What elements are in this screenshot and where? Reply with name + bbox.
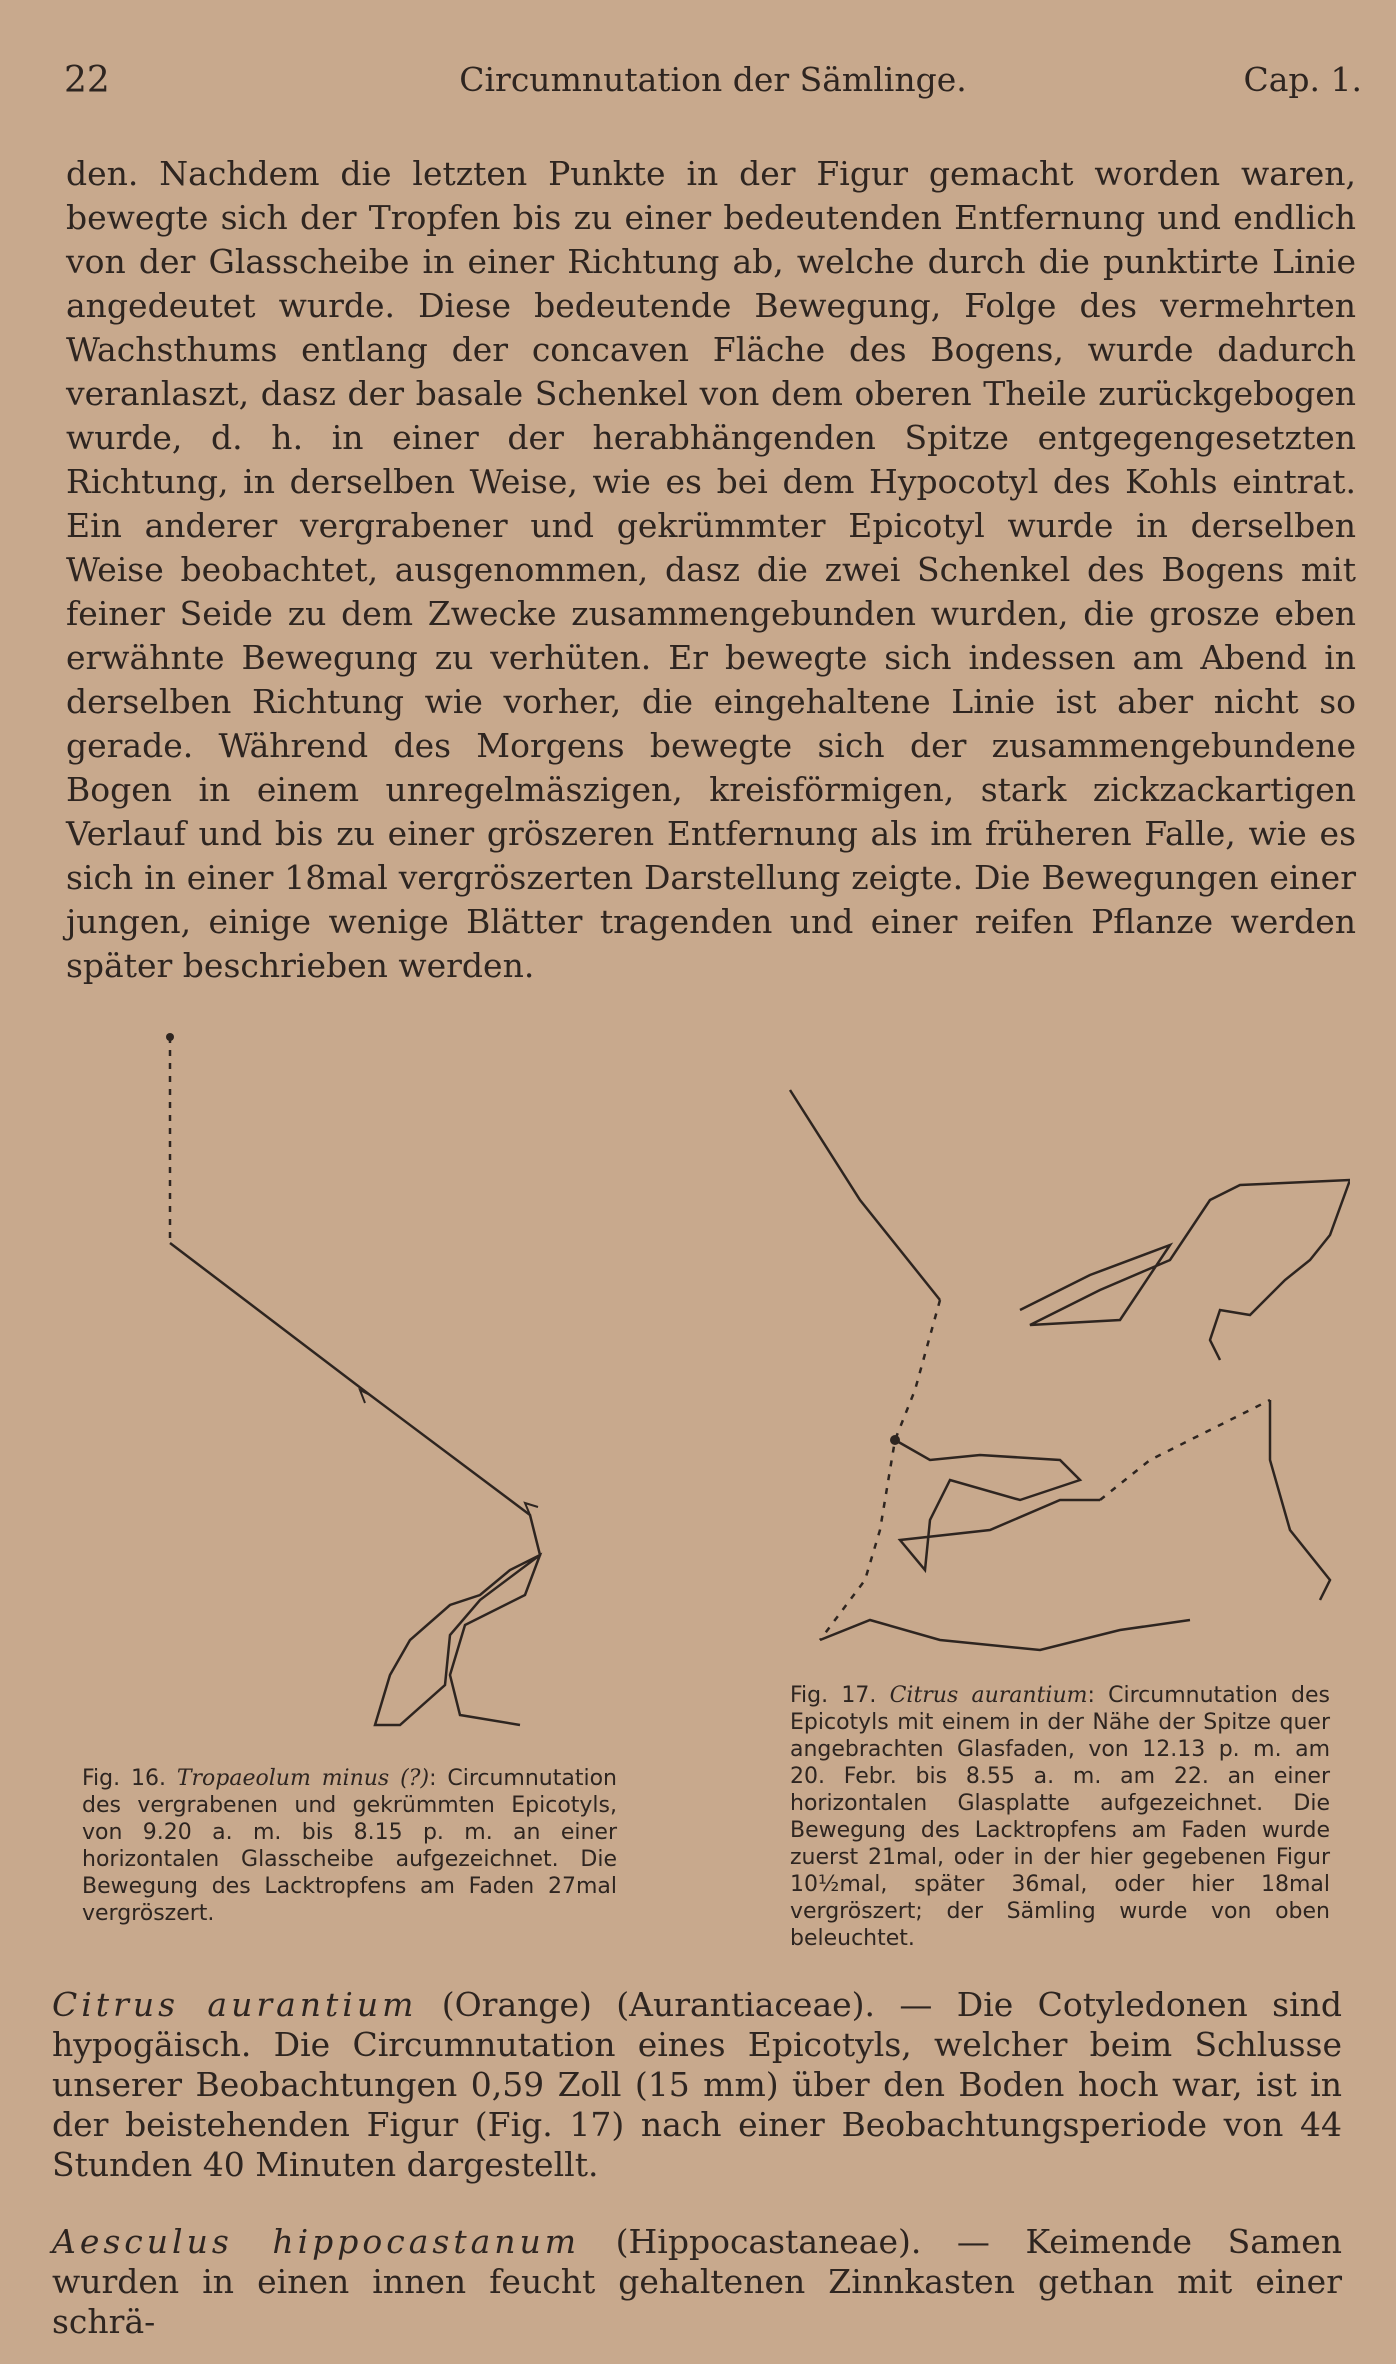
fig17-right-loop [1020,1180,1350,1360]
running-title: Circumnutation der Sämlinge. [459,60,967,99]
figure-17 [770,1060,1350,1980]
fig17-label: Fig. 17. [790,1683,877,1708]
fig17-dotted-left [820,1300,940,1640]
page-number: 22 [64,60,110,101]
section-citrus [52,1985,1342,2185]
chapter-label: Cap. 1. [1243,60,1362,99]
fig17-caption [790,1682,1330,1952]
fig16-species: Tropaeolum minus (?) [176,1766,430,1791]
fig17-species: Citrus aurantium [889,1683,1088,1708]
aesculus-species: Aesculus hippocastanum [52,2222,581,2261]
body-text [66,152,1356,988]
fig17-zigzag [895,1440,1100,1570]
fig17-drawing [770,1060,1350,1680]
fig16-path [170,1243,540,1725]
paragraph: den. Nachdem die letzten Punkte in der Figur gemacht worden waren, bewegte sich der Tropfen bis zu einer bedeutenden Entfernung und endlich von der Glasscheibe in einer Richtung ab, welche durch die punktirte Linie angedeutet wurde. Diese bedeutende Bewegung, Folge des vermehrten Wachsthums entlang der concaven Fläche des Bogens, wurde dadurch veranlaszt, dasz der basale Schenkel von dem oberen Theile zurückgebogen wurde, d. h. in einer der herabhängenden Spitze entgegengesetzten Richtung, in derselben Weise, wie es bei dem Hypocotyl des Kohls eintrat. Ein anderer vergrabener und gekrümmter Epicotyl wurde in derselben Weise beobachtet, ausgenommen, dasz die zwei Schenkel des Bogens mit feiner Seide zu dem Zwecke zusammengebunden wurden, die grosze eben erwähnte Bewegung zu verhüten. Er bewegte sich indessen am Abend in derselben Richtung wie vorher, die eingehaltene Linie ist aber nicht so gerade. Während des Morgens bewegte sich der zusammengebundene Bogen in einem unregelmäszigen, kreisförmigen, stark zickzackartigen Verlauf und bis zu einer gröszeren Entfernung als im früheren Falle, wie es sich in einer 18mal vergröszerten Darstellung zeigte. Die Bewegungen einer jungen, einige wenige Blätter tragenden und einer reifen Pflanze werden später beschrieben werden. [66,154,1356,985]
fig16-drawing [70,1025,630,1745]
fig16-caption [82,1765,617,1927]
page-header [64,60,1362,110]
citrus-text: (Orange) (Aurantiaceae). — Die Cotyledonen sind hypogäisch. Die Circumnutation eines Epicotyls, welcher beim Schlusse unserer Beobachtungen 0,59 Zoll (15 mm) über den Boden hoch war, ist in der beistehenden Figur (Fig. 17) nach einer Beobachtungsperiode von 44 Stunden 40 Minuten dargestellt. [52,1985,1342,2184]
citrus-species: Citrus aurantium [52,1985,418,2024]
fig17-path-top [790,1090,940,1300]
fig17-lower-loop [1270,1400,1330,1600]
fig16-label: Fig. 16. [82,1766,166,1791]
fig17-caption-text: : Circumnutation des Epicotyls mit einem in der Nähe der Spitze quer angebrachten Glasfaden, von 12.13 p. m. am 20. Febr. bis 8.55 a. m. am 22. an einer horizontalen Glasplatte aufgezeichnet. Die Bewegung des Lacktropfens am Faden wurde zuerst 21mal, oder in der hier gegebenen Figur 10½mal, später 36mal, oder hier 18mal vergröszert; der Sämling wurde von oben beleuchtet. [790,1683,1330,1951]
fig16-caption-text: : Circumnutation des vergrabenen und gekrümmten Epicotyls, von 9.20 a. m. bis 8.15 p. m. an einer horizontalen Glasscheibe aufgezeichnet. Die Bewegung des Lacktropfens am Faden 27mal vergröszert. [82,1766,617,1926]
section-aesculus [52,2222,1342,2342]
aesculus-text: (Hippocastaneae). — Keimende Samen wurden in einen innen feucht gehaltenen Zinnkasten gethan mit einer schrä- [52,2222,1342,2341]
figure-16 [70,1025,630,1926]
fig17-bottom [820,1620,1190,1650]
fig17-dotted-right [1100,1400,1270,1500]
